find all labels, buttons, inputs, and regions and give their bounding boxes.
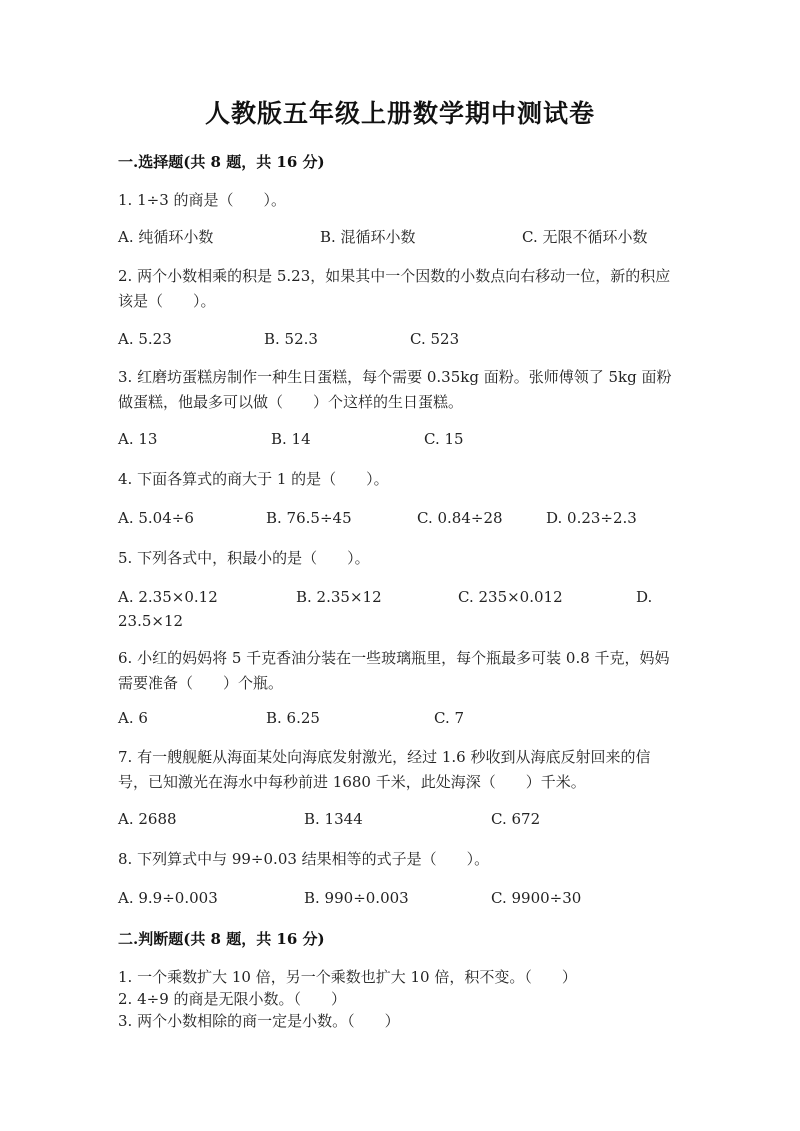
question-1: 1. 1÷3 的商是（ ）。 [118, 191, 287, 209]
question-5-option-b: B. 2.35×12 [296, 588, 382, 606]
question-4: 4. 下面各算式的商大于 1 的是（ ）。 [118, 470, 389, 488]
question-8-option-c: C. 9900÷30 [491, 889, 582, 907]
question-7-option-a: A. 2688 [118, 810, 177, 828]
question-4-option-c: C. 0.84÷28 [417, 509, 503, 527]
question-3-option-c: C. 15 [424, 430, 464, 448]
question-5-option-c: C. 235×0.012 [458, 588, 563, 606]
page-title: 人教版五年级上册数学期中测试卷 [204, 99, 595, 128]
question-6-option-a: A. 6 [118, 709, 148, 727]
question-8-option-a: A. 9.9÷0.003 [118, 889, 218, 907]
question-6: 6. 小红的妈妈将 5 千克香油分装在一些玻璃瓶里，每个瓶最多可装 0.8 千克，妈妈需要准备（ ）个瓶。 [118, 649, 670, 692]
question-8: 8. 下列算式中与 99÷0.03 结果相等的式子是（ ）。 [118, 850, 490, 868]
question-5-option-d: D. 23.5×12 [118, 588, 653, 630]
question-7-option-c: C. 672 [491, 810, 541, 828]
judgement-item-3: 3. 两个小数相除的商一定是小数。（ ） [118, 1012, 400, 1030]
question-7-option-b: B. 1344 [304, 810, 363, 828]
question-6-option-b: B. 6.25 [266, 709, 320, 727]
judgement-item-1: 1. 一个乘数扩大 10 倍，另一个乘数也扩大 10 倍，积不变。（ ） [118, 968, 577, 986]
question-1-option-b: B. 混循环小数 [320, 228, 416, 246]
question-7: 7. 有一艘舰艇从海面某处向海底发射激光，经过 1.6 秒收到从海底反射回来的信号，已知激光在海水中每秒前进 1680 千米，此处海深（ ）千米。 [118, 748, 651, 791]
question-4-option-b: B. 76.5÷45 [266, 509, 352, 527]
question-5: 5. 下列各式中，积最小的是（ ）。 [118, 549, 370, 567]
question-3-option-a: A. 13 [118, 430, 158, 448]
question-1-option-a: A. 纯循环小数 [118, 228, 214, 246]
question-1-option-c: C. 无限不循环小数 [522, 228, 648, 246]
question-4-option-d: D. 0.23÷2.3 [546, 509, 637, 527]
question-3: 3. 红磨坊蛋糕房制作一种生日蛋糕，每个需要 0.35kg 面粉。张师傅领了 5kg 面粉做蛋糕，他最多可以做（ ）个这样的生日蛋糕。 [118, 368, 672, 411]
section-heading-choice: 一.选择题(共 8 题，共 16 分) [118, 153, 325, 171]
section-heading-judgement: 二.判断题(共 8 题，共 16 分) [118, 930, 325, 948]
question-2: 2. 两个小数相乘的积是 5.23，如果其中一个因数的小数点向右移动一位，新的积应该是（ ）。 [118, 267, 671, 310]
question-8-option-b: B. 990÷0.003 [304, 889, 409, 907]
question-2-option-b: B. 52.3 [264, 330, 318, 348]
question-4-option-a: A. 5.04÷6 [118, 509, 194, 527]
question-5-option-a: A. 2.35×0.12 [118, 588, 218, 606]
question-2-option-a: A. 5.23 [118, 330, 172, 348]
question-6-option-c: C. 7 [434, 709, 465, 727]
judgement-item-2: 2. 4÷9 的商是无限小数。（ ） [118, 990, 347, 1008]
question-2-option-c: C. 523 [410, 330, 460, 348]
question-3-option-b: B. 14 [271, 430, 311, 448]
